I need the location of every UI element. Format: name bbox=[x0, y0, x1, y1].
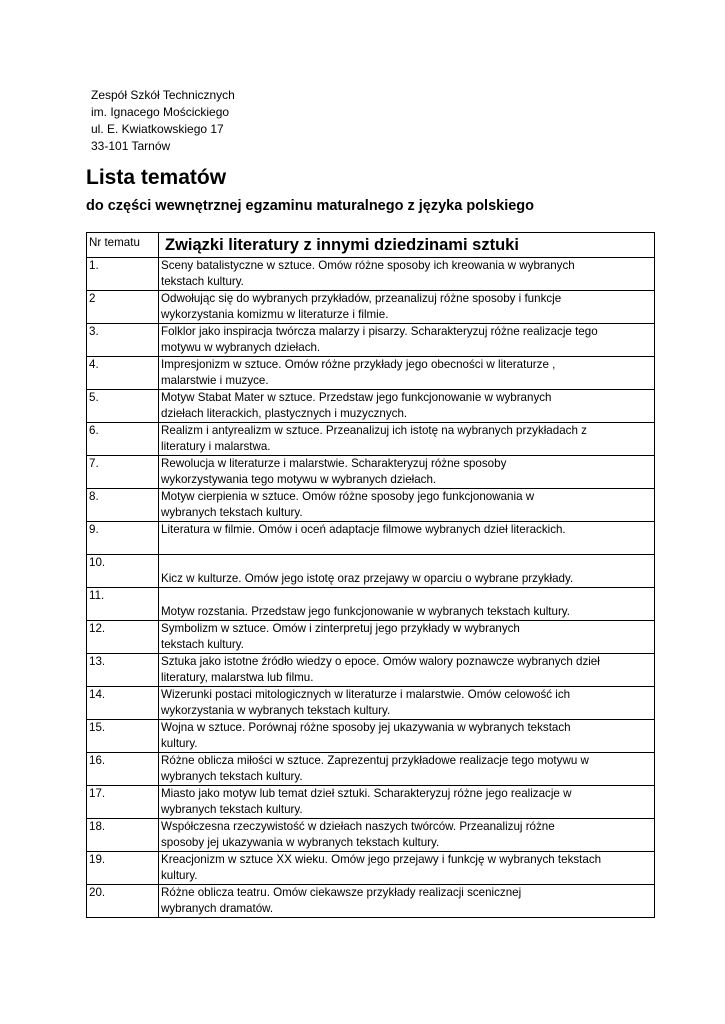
topics-table bbox=[86, 232, 655, 918]
school-street: ul. E. Kwiatkowskiego 17 bbox=[91, 122, 224, 136]
topic-text: Realizm i antyrealizm w sztuce. Przeanalizuj ich istotę na wybranych przykładach z literatury i malarstwa. bbox=[159, 423, 655, 456]
topic-text: Wojna w sztuce. Porównaj różne sposoby jej ukazywania w wybranych tekstach kultury. bbox=[159, 720, 655, 753]
topic-number: 17. bbox=[87, 786, 159, 819]
topic-number: 14. bbox=[87, 687, 159, 720]
table-row bbox=[87, 720, 655, 753]
table-row bbox=[87, 390, 655, 423]
table-row bbox=[87, 291, 655, 324]
topic-text: Impresjonizm w sztuce. Omów różne przykłady jego obecności w literaturze , malarstwie i muzyce. bbox=[159, 357, 655, 390]
table-row bbox=[87, 687, 655, 720]
table-row bbox=[87, 786, 655, 819]
table-row bbox=[87, 555, 655, 588]
topic-text: Wizerunki postaci mitologicznych w literaturze i malarstwie. Omów celowość ich wykorzystania w wybranych tekstach kultury. bbox=[159, 687, 655, 720]
school-name: Zespół Szkół Technicznych bbox=[91, 88, 235, 102]
topic-text: Sceny batalistyczne w sztuce. Omów różne sposoby ich kreowania w wybranych tekstach kultury. bbox=[159, 258, 655, 291]
table-row bbox=[87, 423, 655, 456]
school-address bbox=[91, 87, 235, 155]
topic-number: 16. bbox=[87, 753, 159, 786]
topic-number: 11. bbox=[87, 588, 159, 621]
topic-number: 2 bbox=[87, 291, 159, 324]
topic-text: Kicz w kulturze. Omów jego istotę oraz przejawy w oparciu o wybrane przykłady. bbox=[159, 555, 655, 588]
table-row bbox=[87, 852, 655, 885]
topic-text: Motyw Stabat Mater w sztuce. Przedstaw jego funkcjonowanie w wybranych dziełach literackich, plastycznych i muzycznych. bbox=[159, 390, 655, 423]
table-row bbox=[87, 489, 655, 522]
topic-text: Współczesna rzeczywistość w dziełach naszych twórców. Przeanalizuj różne sposoby jej ukazywania w wybranych tekstach kultury. bbox=[159, 819, 655, 852]
topic-number: 6. bbox=[87, 423, 159, 456]
header-nr: Nr tematu bbox=[87, 233, 159, 258]
table-header-row bbox=[87, 233, 655, 258]
topic-number: 12. bbox=[87, 621, 159, 654]
table-row bbox=[87, 357, 655, 390]
topic-text: Motyw rozstania. Przedstaw jego funkcjonowanie w wybranych tekstach kultury. bbox=[159, 588, 655, 621]
table-row bbox=[87, 819, 655, 852]
topic-text: Kreacjonizm w sztuce XX wieku. Omów jego przejawy i funkcję w wybranych tekstach kultury. bbox=[159, 852, 655, 885]
school-city: 33-101 Tarnów bbox=[91, 139, 171, 153]
table-row bbox=[87, 258, 655, 291]
table-row bbox=[87, 753, 655, 786]
table-row bbox=[87, 522, 655, 555]
topic-text: Odwołując się do wybranych przykładów, przeanalizuj różne sposoby i funkcje wykorzystania komizmu w literaturze i filmie. bbox=[159, 291, 655, 324]
topic-number: 20. bbox=[87, 885, 159, 918]
topic-number: 18. bbox=[87, 819, 159, 852]
topic-text: Różne oblicza teatru. Omów ciekawsze przykłady realizacji scenicznej wybranych dramatów. bbox=[159, 885, 655, 918]
table-row bbox=[87, 621, 655, 654]
table-row bbox=[87, 588, 655, 621]
topic-text: Symbolizm w sztuce. Omów i zinterpretuj jego przykłady w wybranych tekstach kultury. bbox=[159, 621, 655, 654]
topic-text: Sztuka jako istotne źródło wiedzy o epoce. Omów walory poznawcze wybranych dzieł literatury, malarstwa lub filmu. bbox=[159, 654, 655, 687]
table-row bbox=[87, 324, 655, 357]
topic-number: 10. bbox=[87, 555, 159, 588]
topic-number: 3. bbox=[87, 324, 159, 357]
topic-text: Rewolucja w literaturze i malarstwie. Scharakteryzuj różne sposoby wykorzystywania tego motywu w wybranych dziełach. bbox=[159, 456, 655, 489]
topic-number: 13. bbox=[87, 654, 159, 687]
school-patron: im. Ignacego Mościckiego bbox=[91, 105, 230, 119]
document-subtitle: do części wewnętrznej egzaminu maturalnego z języka polskiego bbox=[86, 198, 535, 214]
document-title: Lista tematów bbox=[86, 166, 227, 189]
topic-text: Literatura w filmie. Omów i oceń adaptacje filmowe wybranych dzieł literackich. bbox=[159, 522, 655, 555]
topic-number: 4. bbox=[87, 357, 159, 390]
header-topic: Związki literatury z innymi dziedzinami sztuki bbox=[159, 233, 655, 258]
topic-text: Folklor jako inspiracja twórcza malarzy i pisarzy. Scharakteryzuj różne realizacje tego motywu w wybranych dziełach. bbox=[159, 324, 655, 357]
topic-number: 9. bbox=[87, 522, 159, 555]
topic-number: 19. bbox=[87, 852, 159, 885]
topic-text: Różne oblicza miłości w sztuce. Zaprezentuj przykładowe realizacje tego motywu w wybranych tekstach kultury. bbox=[159, 753, 655, 786]
topic-number: 1. bbox=[87, 258, 159, 291]
table-row bbox=[87, 885, 655, 918]
topic-number: 15. bbox=[87, 720, 159, 753]
table-row bbox=[87, 654, 655, 687]
topic-number: 7. bbox=[87, 456, 159, 489]
topic-number: 8. bbox=[87, 489, 159, 522]
topic-text: Motyw cierpienia w sztuce. Omów różne sposoby jego funkcjonowania w wybranych tekstach kultury. bbox=[159, 489, 655, 522]
table-row bbox=[87, 456, 655, 489]
topic-text: Miasto jako motyw lub temat dzieł sztuki. Scharakteryzuj różne jego realizacje w wybranych tekstach kultury. bbox=[159, 786, 655, 819]
topic-number: 5. bbox=[87, 390, 159, 423]
